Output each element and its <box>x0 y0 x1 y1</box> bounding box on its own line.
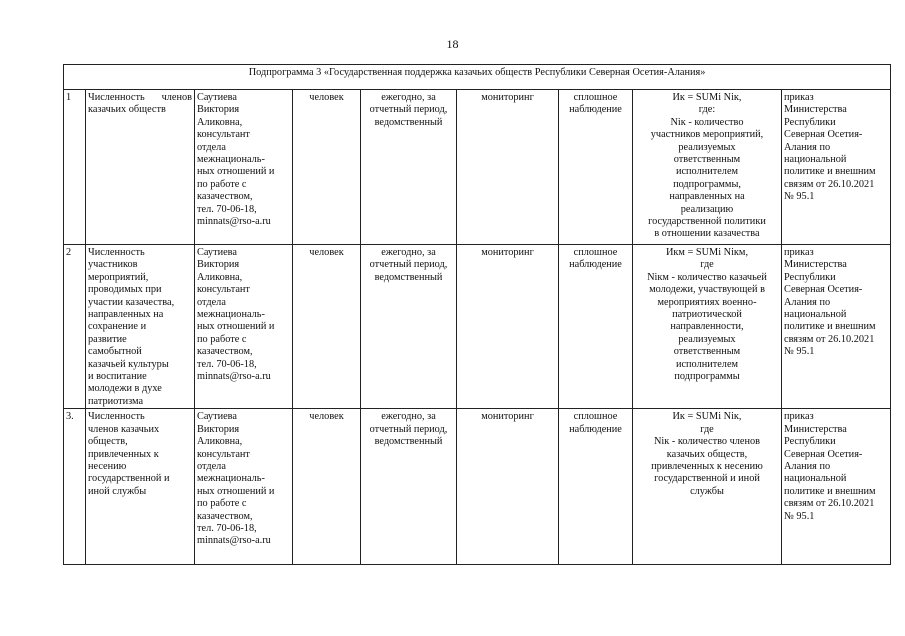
subprogram-title: Подпрограмма 3 «Государственная поддержка казачьих обществ Республики Северная Осетия-Алания» <box>64 65 891 90</box>
periodicity: ежегодно, за отчетный период, ведомственный <box>361 245 457 409</box>
coverage: сплошное наблюдение <box>559 90 633 245</box>
formula: Ик = SUMi Nік, где Nік - количество членов казачьих обществ, привлеченных к несению государственной и иной службы <box>633 409 782 565</box>
periodicity: ежегодно, за отчетный период, ведомственный <box>361 90 457 245</box>
table-row <box>64 90 891 245</box>
responsible-person: Саутиева Виктория Аликовна, консультант отдела межнациональ- ных отношений и по работе с казачеством, тел. 70-06-18, minnats@rso-a.ru <box>195 409 293 565</box>
coverage: сплошное наблюдение <box>559 245 633 409</box>
legal-basis: приказ Министерства Республики Северная Осетия- Алания по национальной политике и внешним связям от 26.10.2021 № 95.1 <box>782 90 891 245</box>
legal-basis: приказ Министерства Республики Северная Осетия- Алания по национальной политике и внешним связям от 26.10.2021 № 95.1 <box>782 409 891 565</box>
responsible-person: Саутиева Виктория Аликовна, консультант отдела межнациональ- ных отношений и по работе с казачеством, тел. 70-06-18, minnats@rso-a.ru <box>195 90 293 245</box>
row-number: 2 <box>64 245 86 409</box>
responsible-person: Саутиева Виктория Аликовна, консультант отдела межнациональ- ных отношений и по работе с казачеством, тел. 70-06-18, minnats@rso-a.ru <box>195 245 293 409</box>
table-row <box>64 409 891 565</box>
legal-basis: приказ Министерства Республики Северная Осетия- Алания по национальной политике и внешним связям от 26.10.2021 № 95.1 <box>782 245 891 409</box>
formula: Икм = SUMi Nікм, где Nікм - количество казачьей молодежи, участвующей в мероприятиях военно- патриотической направленности, реализуемых ответственным исполнителем подпрограммы <box>633 245 782 409</box>
formula: Ик = SUMi Nік, где: Nік - количество участников мероприятий, реализуемых ответственным исполнителем подпрограммы, направленных на реализацию государственной политики в отношении казачества <box>633 90 782 245</box>
collection-method: мониторинг <box>457 245 559 409</box>
collection-method: мониторинг <box>457 409 559 565</box>
unit-of-measure: человек <box>293 409 361 565</box>
page-number: 18 <box>446 37 459 51</box>
collection-method: мониторинг <box>457 90 559 245</box>
unit-of-measure: человек <box>293 245 361 409</box>
row-number: 1 <box>64 90 86 245</box>
unit-of-measure: человек <box>293 90 361 245</box>
periodicity: ежегодно, за отчетный период, ведомственный <box>361 409 457 565</box>
indicator-name: Численность членов казачьих обществ, привлеченных к несению государственной и иной службы <box>86 409 195 565</box>
table-row <box>64 245 891 409</box>
indicators-table <box>63 64 891 565</box>
row-number: 3. <box>64 409 86 565</box>
coverage: сплошное наблюдение <box>559 409 633 565</box>
indicator-name: Численность членов казачьих обществ <box>86 90 195 245</box>
indicator-name: Численность участников мероприятий, проводимых при участии казачества, направленных на сохранение и развитие самобытной казачьей культуры и воспитание молодежи в духе патриотизма <box>86 245 195 409</box>
